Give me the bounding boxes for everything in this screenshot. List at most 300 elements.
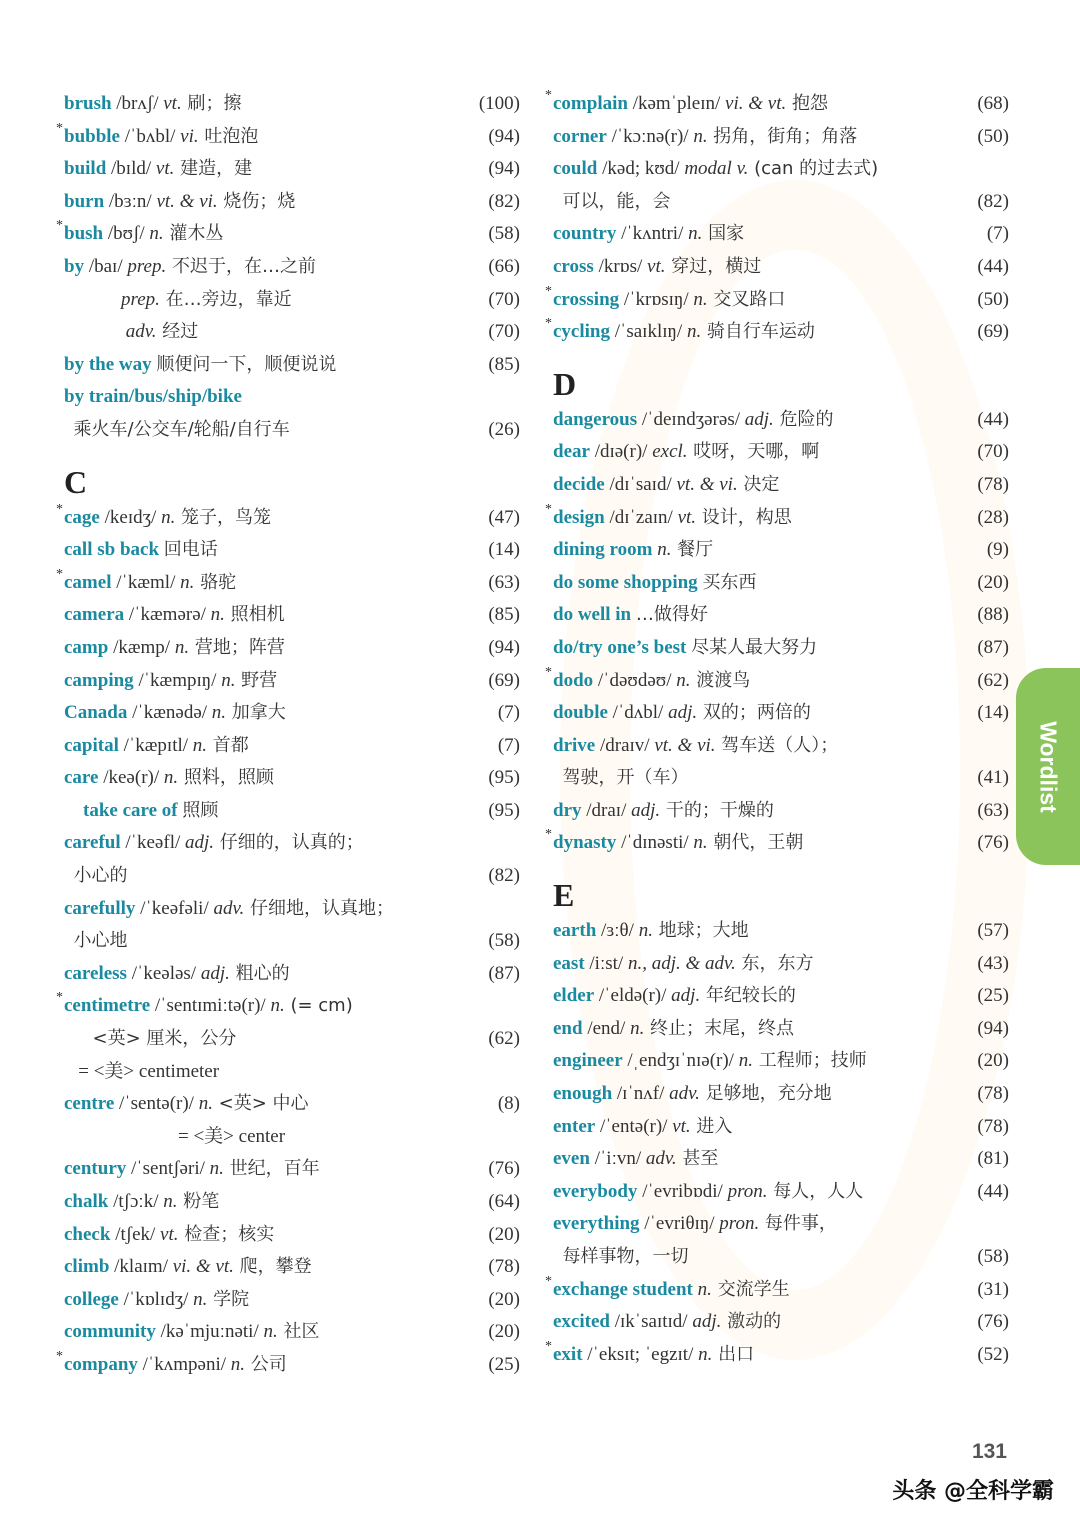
unit-page-reference: (57) [977,920,1009,942]
chinese-meaning: (can 的过去式) [748,158,879,180]
chinese-meaning: 笼子，鸟笼 [175,506,272,528]
chinese-meaning: 不迟于，在…之前 [166,255,316,277]
headword[interactable]: build [64,158,107,180]
word-entry [64,1088,520,1121]
word-entry [553,697,1009,730]
phonetic: /ɪkˈsaɪtɪd/ [609,1311,693,1333]
unit-page-reference: (69) [977,321,1009,343]
part-of-speech: adv. [125,321,157,343]
section-letter: D [553,365,577,402]
word-entry [545,316,1009,349]
chinese-meaning: 哎呀，天哪，啊 [687,441,820,463]
headword[interactable]: capital [64,734,119,756]
chinese-meaning: 可以，能，会 [562,190,671,212]
chinese-meaning: 粗心的 [229,962,290,984]
unit-page-reference: (62) [977,669,1009,691]
word-entry [553,1176,1009,1209]
chinese-meaning: 双的；两倍的 [697,702,811,724]
headword[interactable]: cage [64,506,100,528]
phonetic: /ˈkʌntri/ [616,223,689,245]
word-entry [553,404,1009,437]
headword[interactable]: cycling [553,321,610,343]
word-entry [64,186,520,219]
part-of-speech: n. [657,539,672,561]
phonetic: /bɜːn/ [104,190,157,212]
word-entry [553,567,1009,600]
entry-star-marker: * [56,990,63,1006]
part-of-speech: adj. [692,1311,722,1333]
word-entry [553,1111,1009,1144]
unit-page-reference: (78) [977,473,1009,495]
headword[interactable]: burn [64,190,105,212]
entry-star-marker: * [545,1338,552,1354]
part-of-speech: vi. & vt. [725,93,787,114]
chinese-meaning: 交叉路口 [707,288,786,310]
word-entry [64,697,520,730]
word-entry [56,1348,520,1382]
entry-star-marker: * [545,1273,552,1289]
headword[interactable]: do some shopping [553,571,698,593]
unit-page-reference: (7) [986,223,1009,245]
word-entry [64,251,520,284]
chinese-meaning: 回电话 [163,539,218,561]
headword[interactable]: enough [553,1083,613,1105]
unit-page-reference: (58) [977,1246,1009,1267]
headword[interactable]: community [64,1321,156,1343]
phonetic: /keə(r)/ [98,767,164,789]
unit-page-reference: (78) [977,1083,1009,1105]
phonetic: /brʌʃ/ [111,93,164,114]
headword[interactable]: by [64,255,85,277]
word-entry [553,948,1009,981]
chinese-meaning: 进入 [690,1115,733,1137]
word-entry [64,632,520,665]
unit-page-reference: (76) [977,1311,1009,1333]
headword[interactable]: bubble [64,125,120,147]
part-of-speech: vi. & vt. [172,1256,234,1278]
headword[interactable]: camping [64,669,134,691]
phonetic: /ˈdɪnəsti/ [616,832,694,854]
unit-page-reference: (68) [977,93,1009,114]
unit-page-reference: (85) [488,353,520,375]
headword[interactable]: design [553,506,605,528]
headword[interactable]: by the way [64,353,152,375]
unit-page-reference: (52) [977,1343,1009,1365]
unit-page-reference: (94) [977,1017,1009,1039]
word-entry [553,1143,1009,1176]
headword[interactable]: drive [553,734,596,756]
headword[interactable]: camera [64,604,125,626]
phonetic [64,1028,93,1049]
word-entry [64,958,520,991]
part-of-speech: vi. [180,125,199,147]
headword[interactable]: care [64,767,99,789]
chinese-meaning: 建造，建 [174,158,253,180]
chinese-meaning: 抱怨 [786,93,828,114]
headword[interactable]: careless [64,962,127,984]
chinese-meaning: 危险的 [773,408,834,430]
chinese-meaning: 渡渡鸟 [690,669,751,691]
word-entry [64,665,520,698]
word-entry [64,414,520,447]
chinese-meaning: 刷；擦 [181,93,242,114]
phonetic: /ˈkæpɪtl/ [118,734,193,756]
chinese-meaning: 仔细的，认真的； [214,832,364,854]
part-of-speech: vt. [155,158,175,180]
chinese-meaning: …做得好 [635,604,708,626]
headword[interactable]: end [553,1017,583,1039]
word-entry [553,469,1009,502]
headword[interactable]: camel [64,571,112,593]
phonetic: /ˈkæmərə/ [124,604,211,626]
chinese-meaning: 检查；核实 [178,1223,275,1245]
phonetic: /ˈdəʊdəʊ/ [593,669,677,691]
phonetic: /ˈkæmpɪŋ/ [133,669,222,691]
headword[interactable]: everybody [553,1180,638,1202]
headword[interactable]: do/try one’s best [553,636,687,658]
word-entry [64,153,520,186]
chinese-meaning: 灌木丛 [163,223,224,245]
part-of-speech: modal v. [684,158,749,180]
part-of-speech: n. [198,1093,213,1115]
phonetic: /ˈevribɒdi/ [637,1180,728,1202]
left-column [56,88,520,1382]
part-of-speech: n. [270,995,285,1017]
entry-star-marker: * [545,88,552,103]
page-number: 131 [971,1440,1007,1463]
chinese-meaning: 驾车送（人）； [715,734,839,756]
headword[interactable]: east [553,952,585,974]
entry-star-marker: * [545,283,552,299]
unit-page-reference: (44) [977,1180,1009,1202]
chinese-meaning: 工程师；技师 [752,1050,867,1072]
chinese-meaning: 照顾 [182,799,219,821]
part-of-speech: n. [263,1321,278,1343]
entry-star-marker: * [545,316,552,332]
part-of-speech: n. [193,1288,208,1310]
word-entry [553,1013,1009,1046]
chinese-meaning: 社区 [277,1321,320,1343]
part-of-speech: n. [630,1017,645,1039]
entry-star-marker: * [56,218,63,234]
word-entry [553,730,1009,763]
word-entry [553,436,1009,469]
headword[interactable]: call sb back [64,539,160,561]
word-entry [553,534,1009,567]
chinese-meaning: 终止；末尾，终点 [644,1017,795,1039]
headword[interactable]: dry [553,799,582,821]
phonetic: /ɪˈnʌf/ [612,1083,670,1105]
headword[interactable]: carefully [64,897,136,919]
phonetic: /baɪ/ [84,255,128,277]
word-entry [553,153,1009,186]
phonetic: /ˈkæml/ [111,571,181,593]
entry-star-marker: * [545,827,552,843]
headword[interactable]: college [64,1288,119,1310]
part-of-speech: n. [221,669,236,691]
chinese-meaning: 足够地，充分地 [699,1083,832,1105]
chinese-meaning: 出口 [712,1343,755,1365]
word-entry [553,762,1009,795]
entry-star-marker: * [545,664,552,680]
headword[interactable]: Canada [64,702,128,724]
part-of-speech: pron. [719,1213,760,1235]
phonetic: /kæmp/ [108,636,175,658]
part-of-speech: n. [211,702,227,724]
unit-page-reference: (20) [488,1321,520,1343]
phonetic: /end/ [582,1017,631,1039]
headword[interactable]: camp [64,636,109,658]
unit-page-reference: (82) [488,865,520,887]
word-entry [64,1219,520,1252]
part-of-speech: n. [230,1353,246,1375]
headword[interactable]: climb [64,1256,110,1278]
headword[interactable]: exchange student [553,1278,693,1300]
headword[interactable]: decide [553,473,605,495]
unit-page-reference: (44) [977,255,1009,277]
section-letter: C [64,463,88,500]
headword[interactable]: even [553,1148,590,1170]
phonetic: /ˈkʌmpəni/ [137,1353,231,1375]
part-of-speech: vt. & vi. [676,473,738,495]
chinese-meaning: <英> 中心 [212,1093,309,1115]
part-of-speech: vt. & vi. [654,734,716,756]
part-of-speech: adj. [671,985,701,1007]
unit-page-reference: (63) [488,571,520,593]
part-of-speech: n. [209,1158,224,1180]
phonetic [553,191,563,212]
word-entry [553,1045,1009,1078]
unit-page-reference: (94) [488,125,520,147]
headword[interactable]: could [553,158,598,180]
phonetic: /ˈkeəfl/ [120,832,185,854]
phonetic: /bɪld/ [106,158,156,180]
word-entry [64,599,520,632]
part-of-speech: adj. [631,799,661,821]
word-entry [56,990,520,1023]
phonetic: /draɪ/ [581,799,632,821]
word-entry [545,664,1009,698]
part-of-speech: n. [163,1191,178,1212]
word-entry [64,1284,520,1317]
word-entry [64,349,520,382]
chinese-meaning: 顺便问一下，顺便说说 [156,353,337,375]
chinese-meaning: 仔细地，认真地； [244,897,395,919]
chinese-meaning: 穿过，横过 [665,255,762,277]
headword[interactable]: do well in [553,604,632,626]
unit-page-reference: (78) [977,1115,1009,1137]
phonetic: /ˈkeələs/ [126,962,201,984]
word-entry [56,566,520,600]
headword[interactable]: dynasty [553,832,617,854]
headword[interactable]: careful [64,832,121,854]
unit-page-reference: (70) [977,441,1009,463]
chinese-meaning: 拐角，街角；角落 [707,125,858,147]
part-of-speech: n., adj. & adv. [627,952,736,974]
right-column [545,88,1009,1371]
chinese-meaning: 尽某人最大努力 [691,636,818,658]
headword[interactable]: centimetre [64,995,151,1017]
part-of-speech: vt. [672,1115,691,1137]
word-entry [553,1241,1009,1274]
unit-page-reference: (88) [977,604,1009,626]
chinese-meaning: 加拿大 [226,702,286,724]
headword[interactable]: brush [64,93,112,114]
chinese-meaning: 设计，构思 [696,506,792,528]
headword[interactable]: everything [553,1213,640,1235]
headword[interactable]: century [64,1158,127,1180]
chinese-meaning: 烧伤；烧 [217,190,296,212]
chinese-meaning: 买东西 [702,571,757,593]
word-entry [545,1273,1009,1307]
chinese-meaning: 小心地 [73,930,128,952]
headword[interactable]: crossing [553,288,620,310]
phonetic: /krɒs/ [593,255,648,277]
word-entry [64,860,520,893]
word-entry [64,381,520,414]
phonetic [64,289,121,310]
unit-page-reference: (70) [488,288,520,310]
chinese-meaning: 乘火车/公交车/轮船/自行车 [73,418,290,440]
phonetic: = <美> centimeter [64,1060,220,1082]
phonetic [64,419,74,440]
unit-page-reference: (20) [488,1288,520,1310]
headword[interactable]: by train/bus/ship/bike [64,386,242,408]
headword[interactable]: dodo [553,669,594,691]
part-of-speech: vt. & vi. [156,190,218,212]
headword[interactable]: bush [64,223,104,245]
word-entry [64,1153,520,1186]
phonetic: /ˈeldə(r)/ [594,985,672,1007]
word-entry [56,501,520,535]
phonetic: /ɜːθ/ [596,920,639,942]
unit-page-reference: (62) [488,1028,520,1050]
word-entry [545,1338,1009,1372]
part-of-speech: n. [693,125,708,147]
phonetic: /dɪə(r)/ [589,441,653,463]
chinese-meaning: 照相机 [224,604,285,626]
headword[interactable]: elder [553,985,595,1007]
section-letter: E [553,877,575,914]
word-entry [64,925,520,958]
headword[interactable]: dangerous [553,408,638,430]
phonetic: /ˈentə(r)/ [595,1115,673,1137]
phonetic: /ˈkɒlɪdʒ/ [118,1288,194,1310]
word-entry [64,534,520,567]
part-of-speech: n. [676,669,691,691]
part-of-speech: n. [698,1343,713,1365]
headword[interactable]: check [64,1223,111,1245]
unit-page-reference: (20) [488,1223,520,1245]
part-of-speech: adj. [185,832,215,854]
headword[interactable]: take care of [64,799,178,821]
unit-page-reference: (69) [488,669,520,691]
phonetic: /dɪˈzaɪn/ [604,506,678,528]
unit-page-reference: (63) [977,799,1009,821]
headword[interactable]: chalk [64,1191,109,1212]
chinese-meaning: 干的；干燥的 [660,799,774,821]
headword[interactable]: country [553,223,617,245]
part-of-speech: n. [638,920,653,942]
word-entry [64,1316,520,1349]
entry-star-marker: * [56,501,63,517]
phonetic: /iːst/ [584,952,628,974]
word-entry [545,501,1009,535]
phonetic: /ˈsentɪmiːtə(r)/ [150,995,271,1017]
part-of-speech: adv. [645,1148,677,1170]
chinese-meaning: 粉笔 [177,1191,220,1212]
unit-page-reference: (58) [488,930,520,952]
word-entry [64,316,520,349]
headword[interactable]: excited [553,1311,610,1333]
unit-page-reference: (44) [977,408,1009,430]
part-of-speech: adj. [200,962,230,984]
headword[interactable]: dining room [553,539,653,561]
word-entry [553,599,1009,632]
phonetic [64,930,74,951]
phonetic [64,865,74,886]
chinese-meaning: 交流学生 [711,1278,790,1300]
chinese-meaning: 在…旁边，靠近 [159,288,292,310]
phonetic: /ˌendʒɪˈnɪə(r)/ [622,1050,739,1072]
phonetic: /ˈevriθɪŋ/ [639,1213,720,1235]
unit-page-reference: (14) [977,702,1009,724]
headword[interactable]: earth [553,920,597,942]
unit-page-reference: (76) [977,832,1009,854]
headword[interactable]: engineer [553,1050,623,1072]
headword[interactable]: dear [553,441,590,463]
unit-page-reference: (9) [986,539,1009,561]
unit-page-reference: (28) [977,506,1009,528]
phonetic: /draɪv/ [595,734,655,756]
headword[interactable]: centre [64,1093,115,1115]
part-of-speech: n. [688,223,703,245]
entry-star-marker: * [56,120,63,136]
headword[interactable]: enter [553,1115,596,1137]
headword[interactable]: cross [553,255,594,277]
unit-page-reference: (94) [488,158,520,180]
phonetic: /ˈsaɪklɪŋ/ [610,321,687,343]
part-of-speech: n. [192,734,208,756]
part-of-speech: n. [738,1050,753,1072]
unit-page-reference: (31) [977,1278,1009,1300]
word-entry [64,1251,520,1284]
unit-page-reference: (47) [488,506,520,528]
word-entry [64,284,520,317]
unit-page-reference: (20) [977,1050,1009,1072]
unit-page-reference: (95) [488,799,520,821]
headword[interactable]: double [553,702,608,724]
headword[interactable]: corner [553,125,607,147]
phonetic: /ˈiːvn/ [589,1148,646,1170]
wordlist-side-tab[interactable] [1016,668,1080,865]
word-entry [553,218,1009,251]
headword[interactable]: complain [553,93,628,114]
part-of-speech: vt. [677,506,697,528]
unit-page-reference: (85) [488,604,520,626]
word-entry [64,1121,520,1154]
word-entry [64,1186,520,1219]
chinese-meaning: 经过 [156,321,199,343]
headword[interactable]: exit [553,1343,583,1365]
unit-page-reference: (94) [488,636,520,658]
entry-star-marker: * [545,501,552,517]
headword[interactable]: company [64,1353,138,1375]
phonetic: /dɪˈsaɪd/ [604,473,677,495]
chinese-meaning: 国家 [702,223,745,245]
part-of-speech: vt. [647,255,666,277]
phonetic: /kəˈmjuːnəti/ [155,1321,264,1343]
